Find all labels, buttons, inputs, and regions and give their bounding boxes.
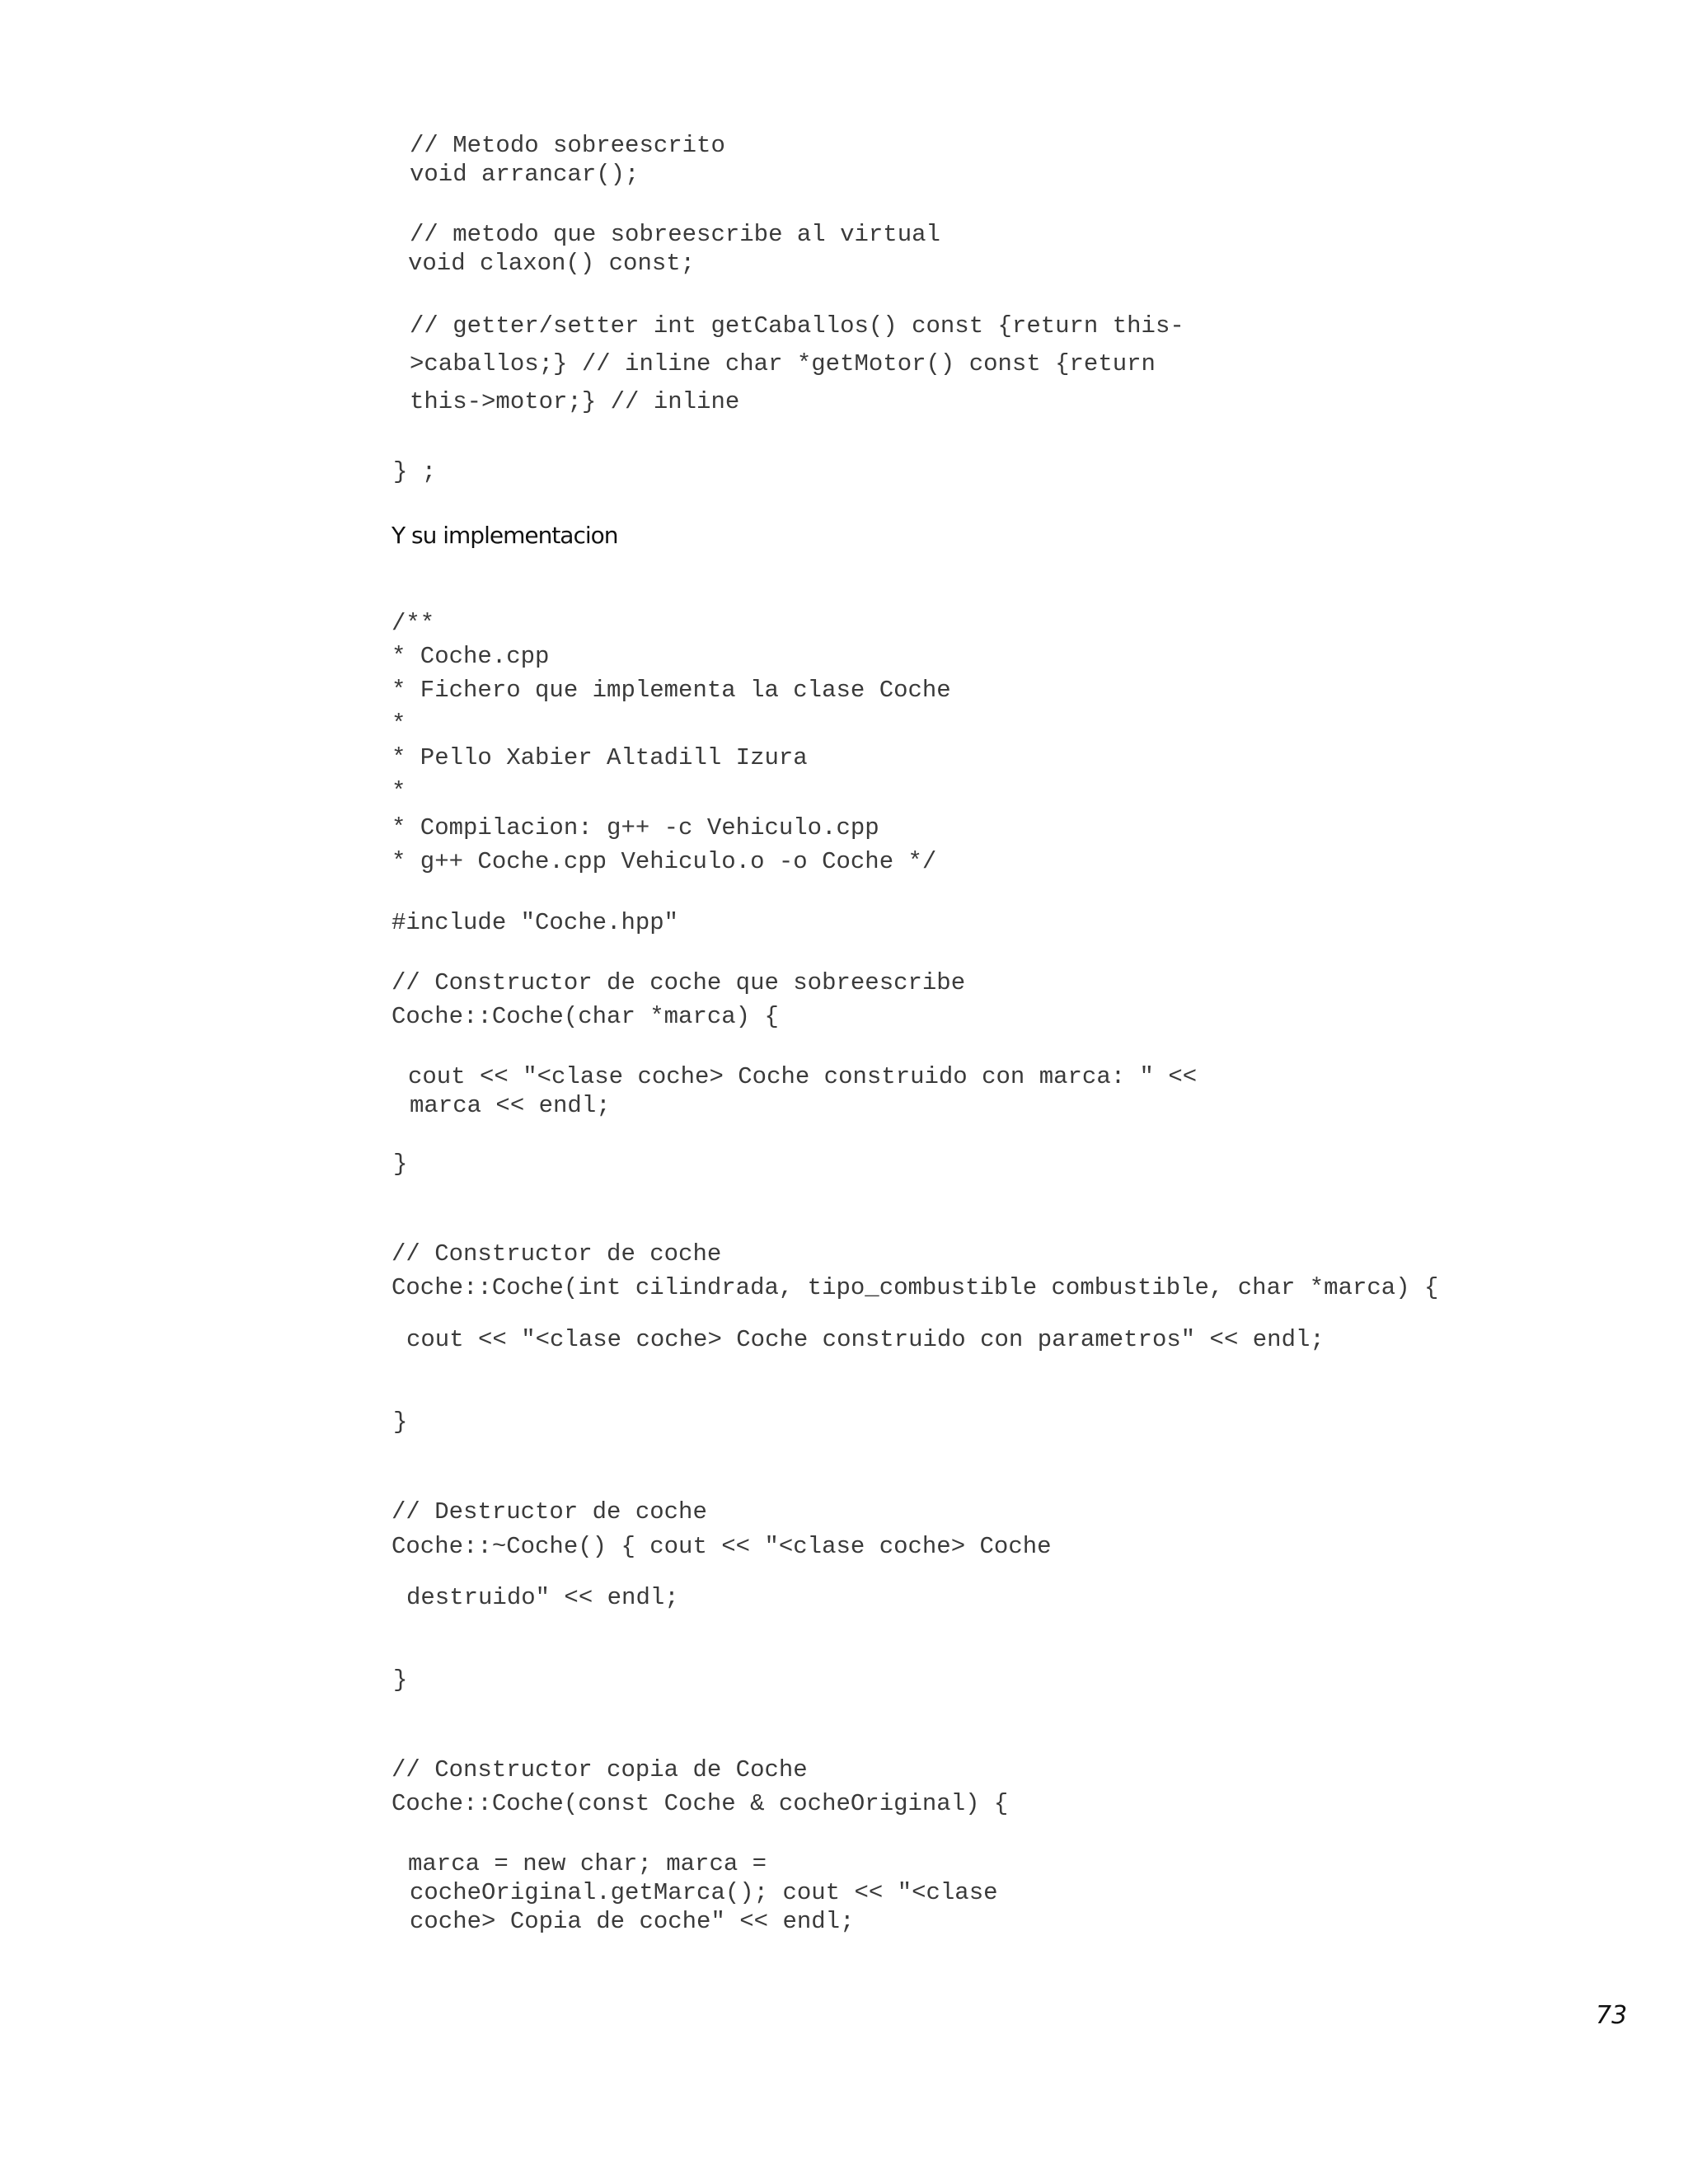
section-heading: Y su implementacion bbox=[392, 522, 618, 549]
code-line: // Constructor copia de Coche bbox=[392, 1756, 808, 1783]
code-line: marca << endl; bbox=[410, 1092, 611, 1119]
code-line: // Constructor de coche que sobreescribe bbox=[392, 969, 966, 996]
code-line: Coche::Coche(char *marca) { bbox=[392, 1003, 779, 1030]
code-line: void claxon() const; bbox=[408, 250, 696, 277]
code-line: /** bbox=[392, 610, 435, 637]
page-number: 73 bbox=[1596, 2001, 1628, 2030]
code-line: } bbox=[393, 1151, 408, 1178]
code-line: >caballos;} // inline char *getMotor() const {return bbox=[410, 350, 1156, 377]
code-line: * bbox=[392, 710, 406, 738]
code-line: Coche::Coche(const Coche & cocheOriginal) { bbox=[392, 1790, 1009, 1817]
code-line: } bbox=[393, 1666, 408, 1694]
code-line: * Coche.cpp bbox=[392, 643, 550, 670]
code-line: // Destructor de coche bbox=[392, 1498, 707, 1526]
code-line: * Pello Xabier Altadill Izura bbox=[392, 744, 808, 771]
code-line: Coche::~Coche() { cout << "<clase coche> Coche bbox=[392, 1533, 1052, 1560]
code-line: cout << "<clase coche> Coche construido con marca: " << bbox=[408, 1063, 1198, 1090]
code-line: marca = new char; marca = bbox=[408, 1850, 767, 1877]
code-line: * Compilacion: g++ -c Vehiculo.cpp bbox=[392, 814, 879, 841]
code-line: // getter/setter int getCaballos() const {return this- bbox=[410, 312, 1184, 340]
code-line: * g++ Coche.cpp Vehiculo.o -o Coche */ bbox=[392, 848, 937, 875]
code-line: destruido" << endl; bbox=[406, 1584, 679, 1611]
code-line: cout << "<clase coche> Coche construido con parametros" << endl; bbox=[406, 1326, 1325, 1353]
code-line: // Metodo sobreescrito bbox=[410, 132, 725, 159]
code-line: * bbox=[392, 778, 406, 805]
code-line: void arrancar(); bbox=[410, 161, 640, 188]
code-line: } ; bbox=[393, 458, 437, 485]
code-line: Coche::Coche(int cilindrada, tipo_combustible combustible, char *marca) { bbox=[392, 1274, 1439, 1301]
code-line: // Constructor de coche bbox=[392, 1240, 722, 1268]
code-line: #include "Coche.hpp" bbox=[392, 909, 679, 936]
code-line: this->motor;} // inline bbox=[410, 388, 740, 415]
code-line: coche> Copia de coche" << endl; bbox=[410, 1908, 855, 1935]
code-line: // metodo que sobreescribe al virtual bbox=[410, 221, 940, 248]
code-line: cocheOriginal.getMarca(); cout << "<clase bbox=[410, 1879, 998, 1906]
code-line: * Fichero que implementa la clase Coche bbox=[392, 677, 951, 704]
code-line: } bbox=[393, 1408, 408, 1436]
